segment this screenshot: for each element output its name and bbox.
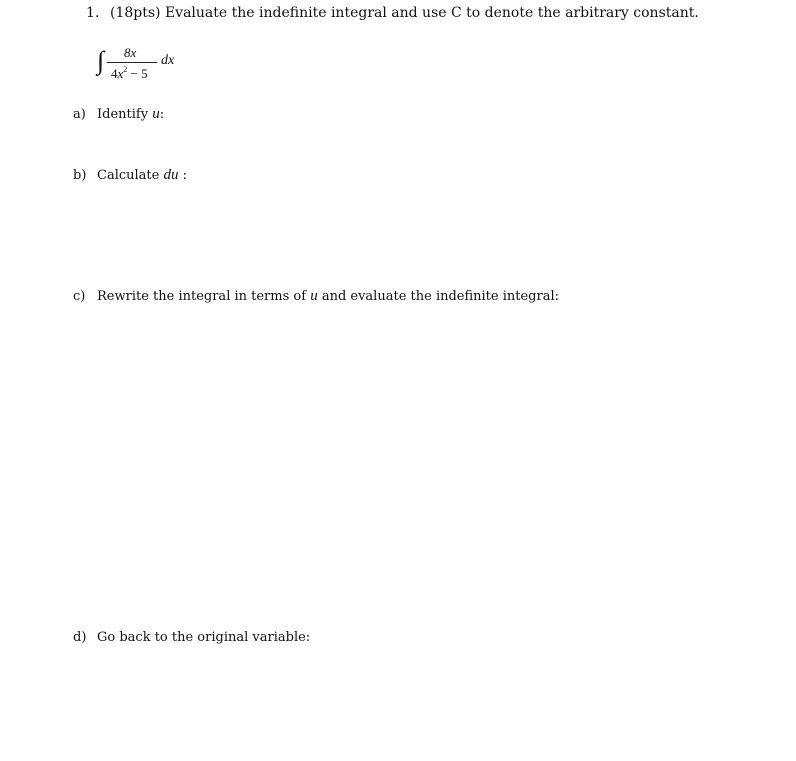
denominator-constant: − 5: [127, 66, 148, 81]
integral-denominator: [111, 65, 148, 82]
part-a-label: a): [73, 107, 86, 122]
part-a-variable: u: [152, 106, 160, 122]
fraction-bar: [107, 62, 157, 63]
part-c-variable: u: [310, 288, 318, 304]
part-a-text: Identify: [97, 107, 153, 122]
denominator-coefficient: 4: [111, 66, 118, 81]
part-b: [73, 167, 187, 184]
part-c: [73, 288, 559, 305]
integral-differential: dx: [161, 53, 175, 68]
denominator-variable: x: [117, 66, 124, 81]
part-d-label: d): [73, 630, 87, 645]
integral-expression: [97, 44, 207, 86]
part-c-text-after: and evaluate the indefinite integral:: [317, 289, 560, 304]
integral-numerator: 8x: [124, 45, 137, 60]
denominator-exponent: 2: [123, 65, 128, 74]
part-b-label: b): [73, 168, 87, 183]
question-heading: [86, 4, 699, 22]
part-c-label: c): [73, 289, 86, 304]
question-text: (18pts) Evaluate the indefinite integral and use C to denote the arbitrary constant.: [110, 5, 699, 21]
part-d: [73, 629, 310, 646]
part-a-suffix: :: [159, 107, 165, 122]
part-c-text-before: Rewrite the integral in terms of: [97, 289, 311, 304]
part-b-suffix: :: [178, 168, 187, 183]
part-a: [73, 106, 164, 123]
question-number: 1.: [86, 5, 100, 21]
integral-sign: ∫: [97, 46, 105, 75]
part-d-text: Go back to the original variable:: [97, 630, 311, 645]
part-b-variable: du: [163, 167, 179, 183]
part-b-text: Calculate: [97, 168, 164, 183]
